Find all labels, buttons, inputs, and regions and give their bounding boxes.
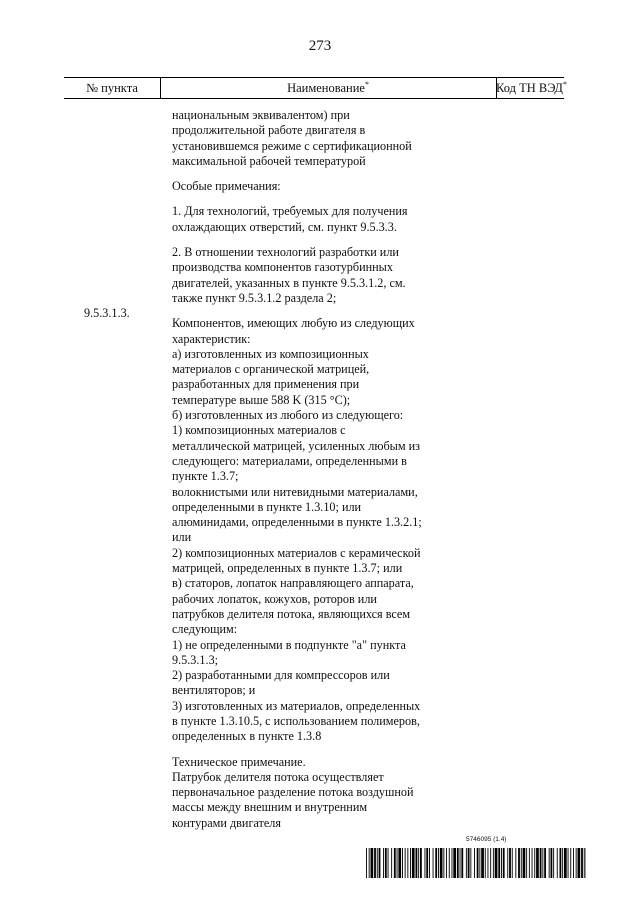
header-tn-ved-code: Код ТН ВЭД* bbox=[496, 79, 567, 95]
header-name: Наименование* bbox=[160, 78, 497, 98]
text-block bbox=[172, 108, 472, 841]
continuation-paragraph: национальным эквивалентом) при продолжительной работе двигателя в установившемся режиме с сертификационной максимальной рабочей температурой bbox=[172, 108, 412, 168]
item-description: Компонентов, имеющих любую из следующих характеристик: а) изготовленных из композиционных материалов с органической матрицей, разработанных для применения при температуре выше 588 K (315 °C); б) изготовленных из любого из следующего: 1) композиционных материалов с металлической матрицей, усиленных любым из следующего: материалами, определенными в пункте 1.3.7; волокнистыми или нитевидными материалами, определенными в пункте 1.3.10; или алюминидами, определенными в пункте 1.3.2.1; или 2) композиционных материалов с керамической матрицей, определенных в пункте 1.3.7; или в) статоров, лопаток направляющего аппарата, рабочих лопаток, кожухов, роторов или патрубков делителя потока, являющихся всем следующим: 1) не определенными в подпункте "а" пункта 9.5.3.1.3; 2) разработанными для компрессоров или вентиляторов; и 3) изготовленных из материалов, определенных в пункте 1.3.10.5, с использованием полимеров, определенных в пункте 1.3.8 bbox=[172, 316, 422, 744]
note-2: 2. В отношении технологий разработки или производства компонентов газотурбинных двигателей, указанных в пункте 9.5.3.1.2, см. также пункт 9.5.3.1.2 раздела 2; bbox=[172, 245, 406, 305]
table-header bbox=[64, 77, 567, 99]
footnote-mark: * bbox=[364, 79, 369, 89]
barcode-image bbox=[366, 848, 586, 878]
footnote-mark: * bbox=[562, 79, 567, 89]
page-number: 273 bbox=[308, 38, 332, 54]
special-notes-title: Особые примечания: bbox=[172, 179, 281, 194]
item-number: 9.5.3.1.3. bbox=[84, 306, 130, 320]
technical-note: Техническое примечание. Патрубок делителя потока осуществляет первоначальное разделение потока воздушной массы между внешним и внутренним контурами двигателя bbox=[172, 754, 414, 830]
note-1: 1. Для технологий, требуемых для получения охлаждающих отверстий, см. пункт 9.5.3.3. bbox=[172, 204, 408, 234]
header-item-number: № пункта bbox=[64, 78, 161, 98]
barcode-block bbox=[366, 836, 586, 880]
barcode-caption: 5746095 (1.4) bbox=[466, 836, 507, 843]
